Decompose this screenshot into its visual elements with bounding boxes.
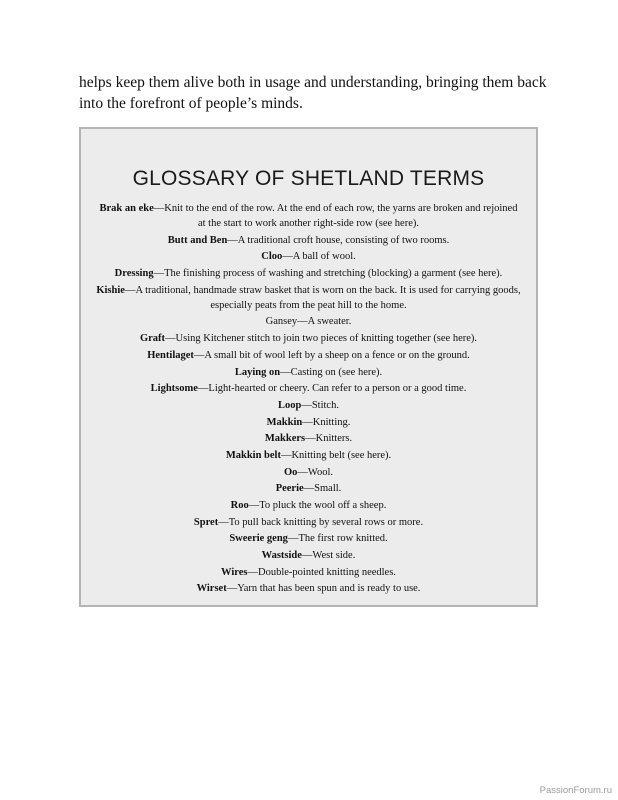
glossary-definition: —Yarn that has been spun and is ready to use. xyxy=(226,583,421,595)
glossary-entry xyxy=(95,283,522,313)
glossary-title: GLOSSARY OF SHETLAND TERMS xyxy=(132,167,485,190)
glossary-entry xyxy=(95,314,522,329)
glossary-definition: —A ball of wool. xyxy=(282,251,356,263)
glossary-term: Spret xyxy=(193,516,219,528)
glossary-term: Wires xyxy=(221,566,248,578)
glossary-entry xyxy=(95,415,522,430)
glossary-term: Roo xyxy=(230,500,249,511)
glossary-entry xyxy=(95,348,522,363)
glossary-term: Makkin xyxy=(266,416,303,428)
glossary-definition: —Knitters. xyxy=(305,433,353,445)
glossary-definition: —The first row knitted. xyxy=(287,533,388,545)
glossary-definition: —Using Kitchener stitch to join two pieces of knitting together (see here). xyxy=(165,333,478,345)
glossary-definition: —A small bit of wool left by a sheep on a fence or on the ground. xyxy=(193,349,470,361)
glossary-term: Butt and Ben xyxy=(167,234,228,246)
glossary-entry xyxy=(95,249,522,264)
glossary-definition: —A traditional, handmade straw basket that is worn on the back. It is used for carrying goods, especially peats from the peat hill to the home. xyxy=(124,284,521,311)
glossary-term: Dressing xyxy=(114,268,154,280)
glossary-box xyxy=(79,127,538,607)
glossary-entry xyxy=(95,431,522,446)
glossary-term: Wirset xyxy=(196,583,227,595)
glossary-definition: —Light-hearted or cheery. Can refer to a person or a good time. xyxy=(197,383,467,395)
glossary-definition: —Knit to the end of the row. At the end of each row, the yarns are broken and rejoined at the start to work another right-side row (see here). xyxy=(153,203,518,229)
glossary-entry xyxy=(95,365,522,380)
glossary-entry xyxy=(95,331,522,346)
glossary-entry xyxy=(95,465,522,480)
glossary-definition: —Double-pointed knitting needles. xyxy=(247,566,396,578)
glossary-term: Wastside xyxy=(261,550,302,562)
glossary-entry xyxy=(95,548,522,563)
glossary-entry xyxy=(95,498,522,513)
glossary-entry xyxy=(95,448,522,463)
glossary-term: Laying on xyxy=(234,366,281,378)
glossary-term: Oo xyxy=(283,466,298,478)
glossary-term: Hentilaget xyxy=(147,349,194,361)
glossary-definition: —West side. xyxy=(301,550,356,562)
glossary-definition: —Knitting. xyxy=(302,416,351,428)
glossary-entry xyxy=(95,398,522,413)
watermark: PassionForum.ru xyxy=(539,785,612,796)
glossary-entry xyxy=(95,233,522,248)
glossary-definition: Gansey—A sweater. xyxy=(265,316,352,328)
glossary-term: Cloo xyxy=(261,251,283,263)
glossary-entry xyxy=(95,581,522,596)
glossary-definition: —The finishing process of washing and stretching (blocking) a garment (see here). xyxy=(153,268,503,280)
glossary-definition: —Casting on (see here). xyxy=(280,366,383,378)
glossary-list xyxy=(81,201,536,596)
glossary-entry xyxy=(95,515,522,530)
glossary-entry xyxy=(95,381,522,396)
glossary-term: Peerie xyxy=(275,483,304,495)
glossary-definition: —A traditional croft house, consisting of two rooms. xyxy=(227,234,450,246)
glossary-term: Sweerie geng xyxy=(229,533,288,545)
glossary-term: Brak an eke xyxy=(99,203,154,214)
glossary-definition: —Knitting belt (see here). xyxy=(280,449,392,461)
glossary-term: Kishie xyxy=(96,284,125,296)
glossary-term: Graft xyxy=(139,333,166,345)
glossary-entry xyxy=(95,565,522,580)
glossary-term: Lightsome xyxy=(150,383,198,395)
glossary-entry xyxy=(95,266,522,281)
glossary-term: Loop xyxy=(278,399,302,411)
glossary-definition: —Wool. xyxy=(297,466,334,478)
glossary-definition: —To pull back knitting by several rows or more. xyxy=(218,516,424,528)
glossary-definition: —Small. xyxy=(303,483,342,495)
glossary-definition: —Stitch. xyxy=(301,399,339,411)
glossary-entry xyxy=(95,201,522,231)
glossary-term: Makkin belt xyxy=(225,449,281,461)
glossary-definition: —To pluck the wool off a sheep. xyxy=(248,500,387,511)
glossary-entry xyxy=(95,481,522,496)
glossary-entry xyxy=(95,531,522,546)
intro-paragraph: helps keep them alive both in usage and understanding, bringing them back into the forefront of people’s minds. xyxy=(79,74,547,112)
glossary-term: Makkers xyxy=(264,433,306,445)
